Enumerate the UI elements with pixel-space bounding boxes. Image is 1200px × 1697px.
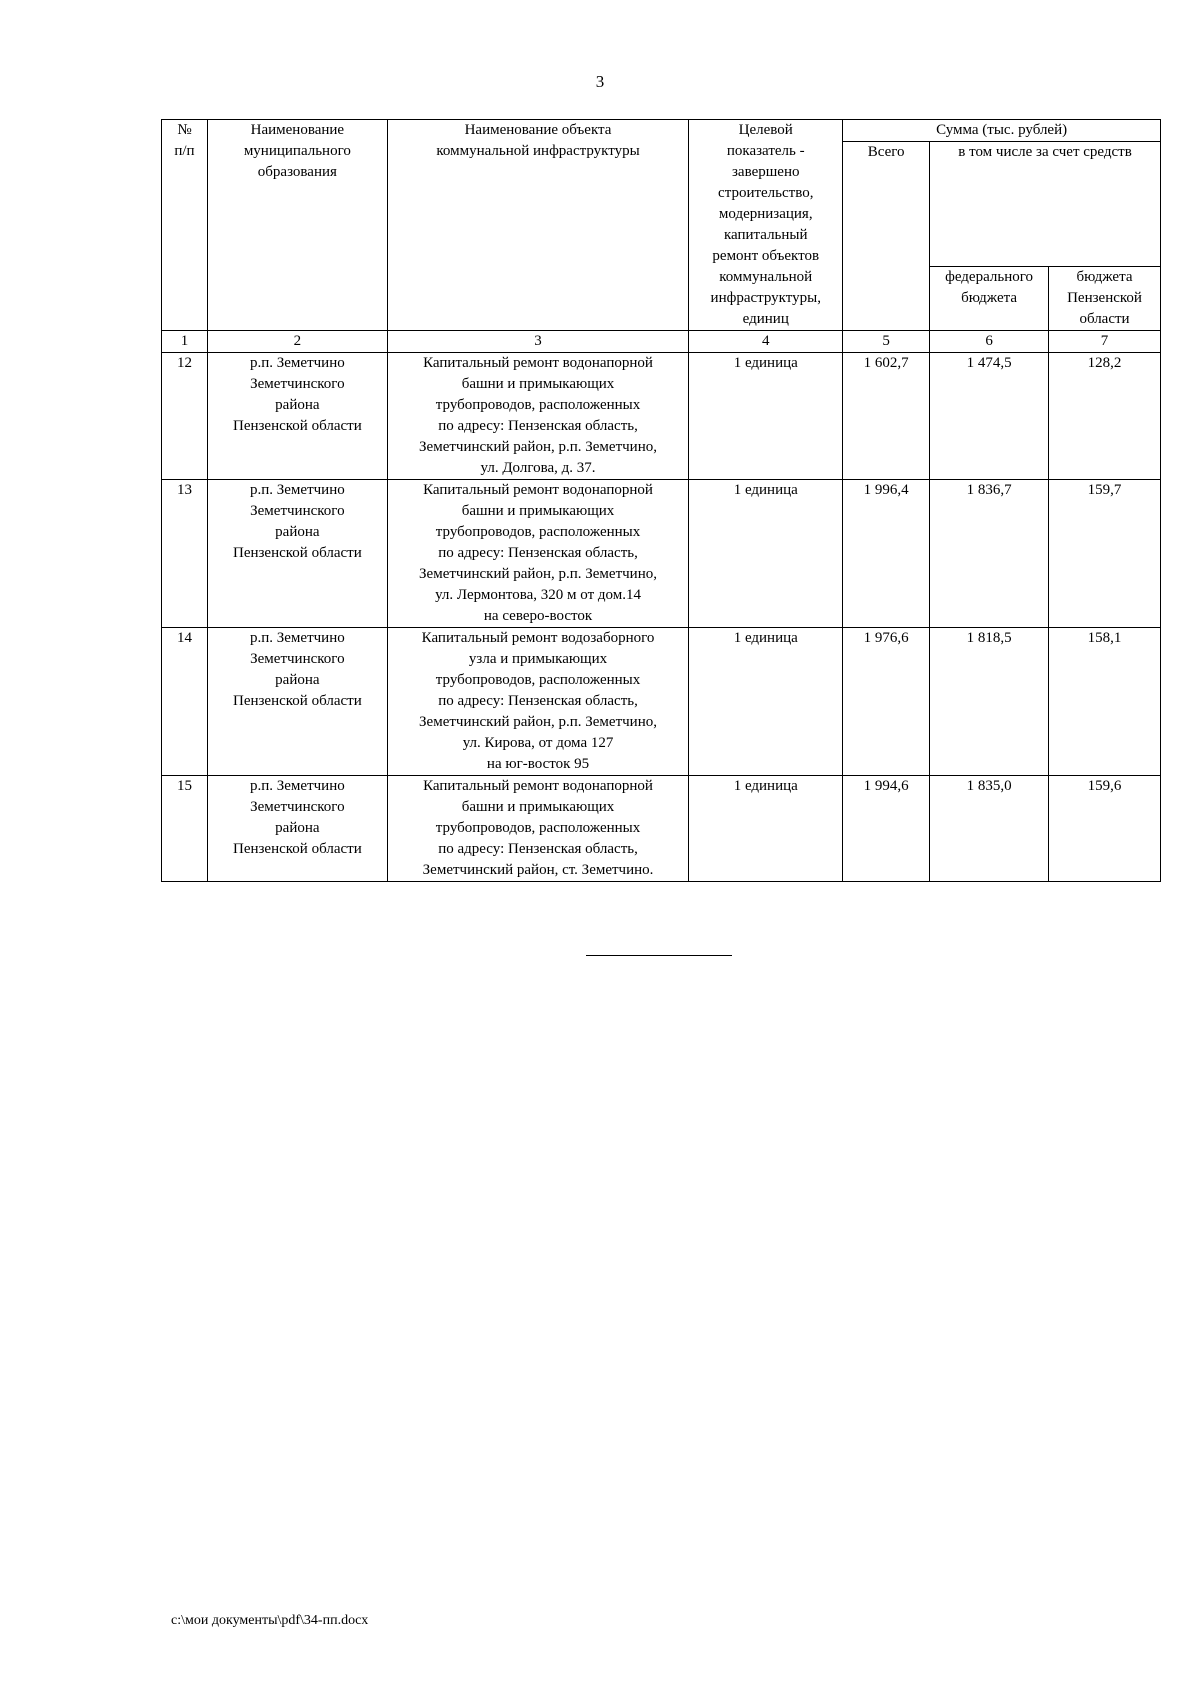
header-regional: бюджета Пензенской области	[1049, 267, 1161, 331]
row-object: Капитальный ремонт водонапорной башни и примыкающих трубопроводов, расположенных по адресу: Пензенская область, Земетчинский район, ст. Земетчино.	[387, 776, 689, 882]
end-of-document-line	[586, 955, 732, 956]
row-regional: 159,6	[1049, 776, 1161, 882]
column-number: 4	[689, 331, 843, 353]
column-number: 1	[162, 331, 208, 353]
column-number: 7	[1049, 331, 1161, 353]
row-target: 1 единица	[689, 628, 843, 776]
column-number: 5	[843, 331, 930, 353]
page-number: 3	[595, 72, 605, 91]
column-number-row	[162, 331, 1161, 353]
table-row	[162, 353, 1161, 480]
row-target: 1 единица	[689, 480, 843, 628]
column-number: 6	[930, 331, 1049, 353]
row-object: Капитальный ремонт водозаборного узла и примыкающих трубопроводов, расположенных по адресу: Пензенская область, Земетчинский район, р.п. Земетчино, ул. Кирова, от дома 127 на юг-восток 95	[387, 628, 689, 776]
row-total: 1 996,4	[843, 480, 930, 628]
header-object: Наименование объекта коммунальной инфраструктуры	[387, 120, 689, 331]
header-total: Всего	[843, 142, 930, 331]
header-federal: федерального бюджета	[930, 267, 1049, 331]
row-total: 1 602,7	[843, 353, 930, 480]
row-municipality: р.п. Земетчино Земетчинского района Пензенской области	[207, 776, 387, 882]
row-num: 13	[162, 480, 208, 628]
row-num: 14	[162, 628, 208, 776]
row-object: Капитальный ремонт водонапорной башни и примыкающих трубопроводов, расположенных по адресу: Пензенская область, Земетчинский район, р.п. Земетчино, ул. Лермонтова, 320 м от дом.14 на северо-восток	[387, 480, 689, 628]
footer-file-path: c:\мои документы\pdf\34-пп.docx	[171, 1613, 369, 1628]
header-municipality: Наименование муниципального образования	[207, 120, 387, 331]
header-target: Целевой показатель - завершено строительство, модернизация, капитальный ремонт объектов коммунальной инфраструктуры, единиц	[689, 120, 843, 331]
row-target: 1 единица	[689, 776, 843, 882]
row-federal: 1 835,0	[930, 776, 1049, 882]
header-sum: Сумма (тыс. рублей)	[843, 120, 1161, 142]
header-row-1	[162, 120, 1161, 142]
row-total: 1 976,6	[843, 628, 930, 776]
row-target: 1 единица	[689, 353, 843, 480]
row-federal: 1 818,5	[930, 628, 1049, 776]
row-regional: 128,2	[1049, 353, 1161, 480]
row-municipality: р.п. Земетчино Земетчинского района Пензенской области	[207, 480, 387, 628]
row-num: 12	[162, 353, 208, 480]
row-federal: 1 836,7	[930, 480, 1049, 628]
table-row	[162, 776, 1161, 882]
row-num: 15	[162, 776, 208, 882]
row-regional: 159,7	[1049, 480, 1161, 628]
header-num: № п/п	[162, 120, 208, 331]
table-row	[162, 480, 1161, 628]
row-federal: 1 474,5	[930, 353, 1049, 480]
object-list-table	[161, 119, 1161, 882]
column-number: 3	[387, 331, 689, 353]
row-regional: 158,1	[1049, 628, 1161, 776]
row-total: 1 994,6	[843, 776, 930, 882]
row-municipality: р.п. Земетчино Земетчинского района Пензенской области	[207, 628, 387, 776]
header-including: в том числе за счет средств	[930, 142, 1161, 267]
row-object: Капитальный ремонт водонапорной башни и примыкающих трубопроводов, расположенных по адресу: Пензенская область, Земетчинский район, р.п. Земетчино, ул. Долгова, д. 37.	[387, 353, 689, 480]
row-municipality: р.п. Земетчино Земетчинского района Пензенской области	[207, 353, 387, 480]
column-number: 2	[207, 331, 387, 353]
table-row	[162, 628, 1161, 776]
